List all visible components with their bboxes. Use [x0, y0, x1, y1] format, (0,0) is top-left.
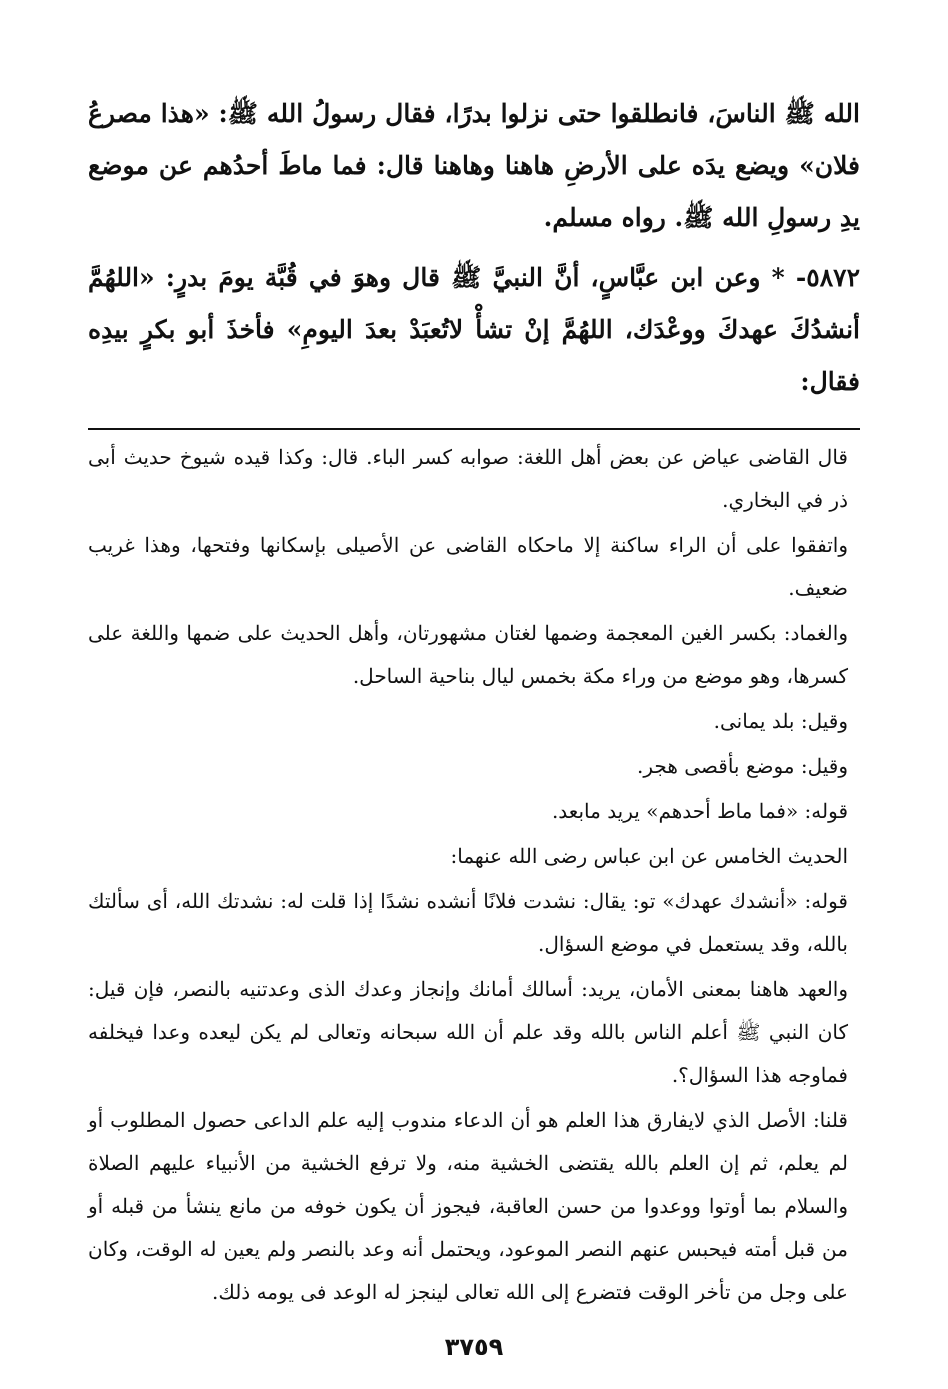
footnote-paragraph: قلنا: الأصل الذي لايفارق هذا العلم هو أن الدعاء مندوب إليه علم الداعى حصول المطلوب أو لم يعلم، ثم إن العلم بالله يقتضى الخشية منه، ولا ترفع الخشية من الأنبياء عليهم الصلاة والسلام بما أوتوا ووعدوا من حسن العاقبة، فيجوز أن يكون خوفه من مانع ينشأ من قبله أو من قبل أمته فيحبس عنهم النصر الموعود، ويحتمل أنه وعد بالنصر ولم يعين له الوقت، وكان على وجل من تأخر الوقت فتضرع إلى الله تعالى لينجز له الوعد فى يومه ذلك. — [88, 1108, 848, 1304]
main-text — [88, 88, 860, 408]
footnote-paragraph: وقيل: بلد يمانى. — [713, 709, 848, 733]
footnote-divider — [88, 428, 860, 430]
page-content — [88, 88, 860, 1314]
footnote-paragraph: قال القاضى عياض عن بعض أهل اللغة: صوابه كسر الباء. قال: وكذا قيده شيوخ حديث أبى ذر في البخاري. — [88, 445, 848, 512]
hadith-paragraph-continuation: الله ﷺ الناسَ، فانطلقوا حتى نزلوا بدرًا، فقال رسولُ الله ﷺ: «هذا مصرعُ فلان» ويضع يدَه على الأرضِ هاهنا وهاهنا قال: فما ماطَ أحدُهم عن موضع يدِ رسولِ الله ﷺ. رواه مسلم. — [88, 99, 860, 232]
footnotes — [88, 436, 860, 1314]
footnote-paragraph: واتفقوا على أن الراء ساكنة إلا ماحكاه القاضى عن الأصيلى بإسكانها وفتحها، وهذا غريب ضعيف. — [88, 533, 848, 600]
footnote-paragraph: والعهد هاهنا بمعنى الأمان، يريد: أسالك أمانك وإنجاز وعدك الذى وعدتنيه بالنصر، فإن قيل: كان النبي ﷺ أعلم الناس بالله وقد علم أن الله سبحانه وتعالى لم يكن ليعده وعدا فيخلفه فماوجه هذا السؤال؟. — [88, 977, 848, 1087]
footnote-heading: الحديث الخامس عن ابن عباس رضى الله عنهما: — [450, 844, 848, 868]
hadith-paragraph-5872: ٥٨٧٢- * وعن ابن عبَّاسٍ، أنَّ النبيَّ ﷺ قال وهوَ في قُبَّة يومَ بدرٍ: «اللهُمَّ أنشدُكَ عهدكَ ووعْدَك، اللهُمَّ إنْ تشأْ لاتُعبَدْ بعدَ اليومِ» فأخذَ أبو بكرٍ بيدِه فقال: — [88, 263, 860, 396]
footnote-paragraph: قوله: «أنشدك عهدك» تو: يقال: نشدت فلانًا أنشده نشدًا إذا قلت له: نشدتك الله، أى سألتك بالله، وقد يستعمل في موضع السؤال. — [88, 889, 848, 956]
page-number: ٣٧٥٩ — [444, 1333, 504, 1361]
footnote-paragraph: والغماد: بكسر الغين المعجمة وضمها لغتان مشهورتان، وأهل الحديث على ضمها واللغة على كسرها، وهو موضع من وراء مكة بخمس ليال بناحية الساحل. — [88, 621, 848, 688]
footnote-paragraph: وقيل: موضع بأقصى هجر. — [637, 754, 848, 778]
footnote-paragraph: قوله: «فما ماط أحدهم» يريد مابعد. — [551, 799, 848, 823]
